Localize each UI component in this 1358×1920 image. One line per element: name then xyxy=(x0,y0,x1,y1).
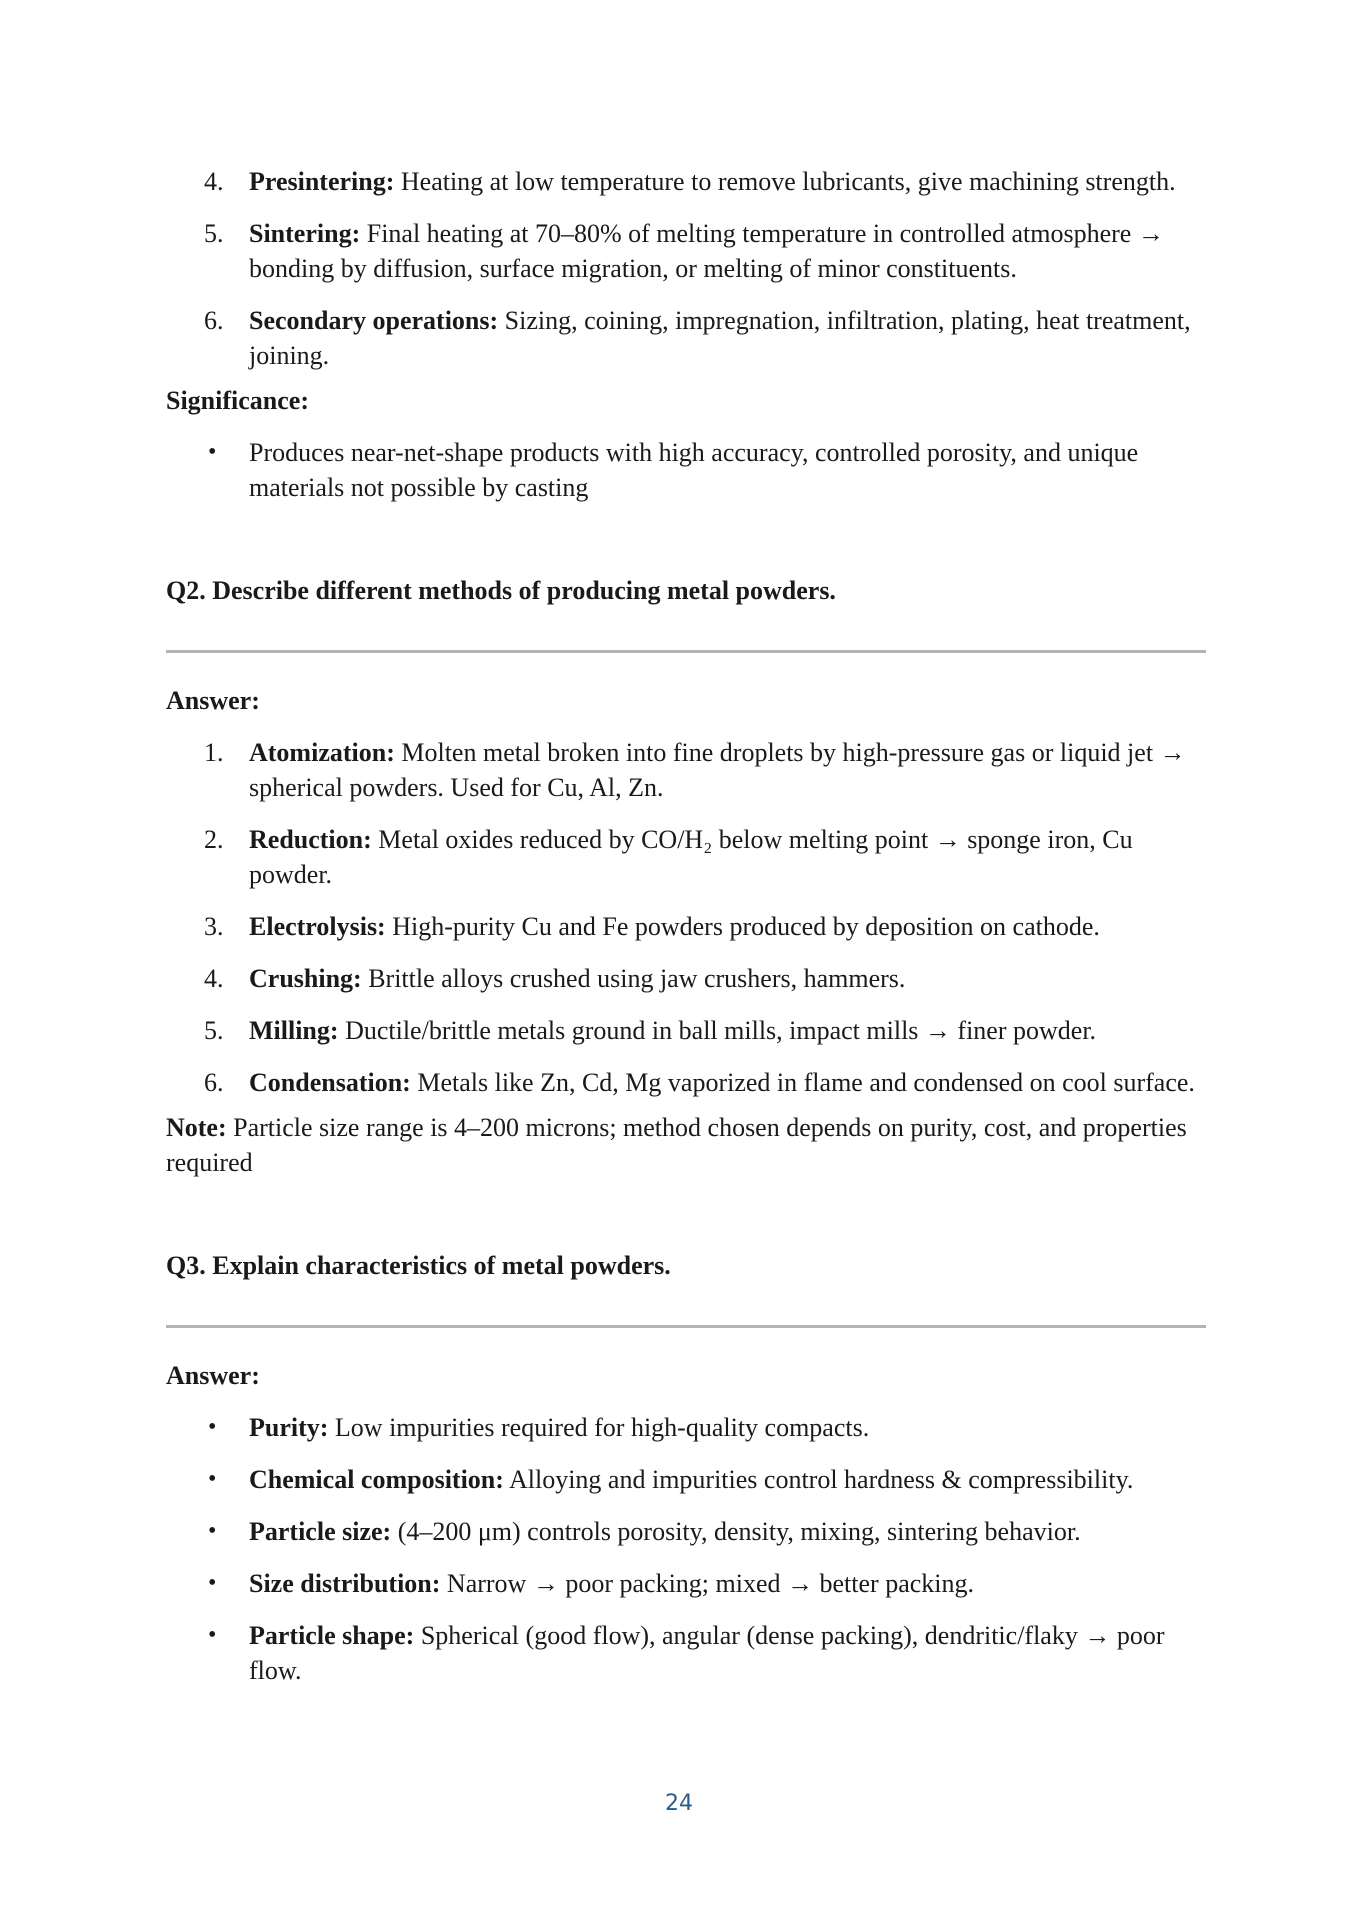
item-term: Purity: xyxy=(249,1413,329,1442)
powder-methods-list xyxy=(166,735,1206,1100)
list-item xyxy=(166,822,1206,892)
item-text: Narrow → poor packing; mixed → better packing. xyxy=(440,1569,974,1598)
item-number: 4. xyxy=(204,167,224,196)
significance-list xyxy=(166,435,1206,505)
list-item xyxy=(166,164,1206,199)
item-number: 3. xyxy=(204,912,224,941)
list-item xyxy=(166,909,1206,944)
item-number: 4. xyxy=(204,964,224,993)
item-text: Low impurities required for high-quality compacts. xyxy=(328,1413,870,1442)
list-item xyxy=(166,735,1206,805)
item-number: 5. xyxy=(204,219,224,248)
item-term: Atomization: xyxy=(249,738,395,767)
item-number: 6. xyxy=(204,306,224,335)
page-number: 24 xyxy=(665,1791,693,1816)
item-term: Size distribution: xyxy=(249,1569,441,1598)
item-term: Chemical composition: xyxy=(249,1465,504,1494)
list-item xyxy=(166,1065,1206,1100)
list-item xyxy=(166,435,1206,505)
item-text: Molten metal broken into fine droplets by high-pressure gas or liquid jet → spherical powders. Used for Cu, Al, Zn. xyxy=(249,738,1186,802)
question-heading: Q2. Describe different methods of producing metal powders. xyxy=(166,576,836,605)
item-text: Produces near-net-shape products with high accuracy, controlled porosity, and unique materials not possible by casting xyxy=(249,438,1139,502)
list-item xyxy=(166,303,1206,373)
item-term: Milling: xyxy=(249,1016,339,1045)
answer-label: Answer: xyxy=(166,1361,260,1390)
item-term: Secondary operations: xyxy=(249,306,499,335)
section-divider xyxy=(166,1325,1206,1328)
item-text: Heating at low temperature to remove lubricants, give machining strength. xyxy=(394,167,1176,196)
bullet-icon: • xyxy=(208,1570,217,1596)
item-number: 5. xyxy=(204,1016,224,1045)
item-text: (4–200 μm) controls porosity, density, mixing, sintering behavior. xyxy=(391,1517,1081,1546)
document-page xyxy=(166,164,1206,1705)
list-item xyxy=(166,1566,1206,1601)
significance-heading: Significance: xyxy=(166,386,309,415)
item-text: Sizing, coining, impregnation, infiltration, plating, heat treatment, joining. xyxy=(249,306,1191,370)
powder-characteristics-list xyxy=(166,1410,1206,1688)
bullet-icon: • xyxy=(208,439,217,465)
list-item xyxy=(166,216,1206,286)
bullet-icon: • xyxy=(208,1518,217,1544)
item-term: Presintering: xyxy=(249,167,395,196)
list-item xyxy=(166,1618,1206,1688)
list-item xyxy=(166,1410,1206,1445)
item-text: Spherical (good flow), angular (dense packing), dendritic/flaky → poor flow. xyxy=(249,1621,1165,1685)
item-text: Metals like Zn, Cd, Mg vaporized in flame and condensed on cool surface. xyxy=(410,1068,1195,1097)
question-heading: Q3. Explain characteristics of metal powders. xyxy=(166,1251,671,1280)
item-term: Sintering: xyxy=(249,219,361,248)
process-steps-list xyxy=(166,164,1206,373)
bullet-icon: • xyxy=(208,1622,217,1648)
item-term: Crushing: xyxy=(249,964,362,993)
item-number: 1. xyxy=(204,738,224,767)
item-term: Particle size: xyxy=(249,1517,392,1546)
section-divider xyxy=(166,650,1206,653)
item-number: 2. xyxy=(204,825,224,854)
list-item xyxy=(166,961,1206,996)
list-item xyxy=(166,1462,1206,1497)
item-text: Brittle alloys crushed using jaw crushers, hammers. xyxy=(361,964,906,993)
item-term: Reduction: xyxy=(249,825,372,854)
answer-label: Answer: xyxy=(166,686,260,715)
item-text: Final heating at 70–80% of melting temperature in controlled atmosphere → bonding by diffusion, surface migration, or melting of minor constituents. xyxy=(249,219,1164,283)
item-term: Condensation: xyxy=(249,1068,411,1097)
note-label: Note: xyxy=(166,1113,227,1142)
item-term: Particle shape: xyxy=(249,1621,415,1650)
item-number: 6. xyxy=(204,1068,224,1097)
note-paragraph xyxy=(166,1110,1206,1180)
item-text: Alloying and impurities control hardness & compressibility. xyxy=(503,1465,1134,1494)
item-text: Ductile/brittle metals ground in ball mills, impact mills → finer powder. xyxy=(338,1016,1097,1045)
note-text: Particle size range is 4–200 microns; method chosen depends on purity, cost, and properties required xyxy=(166,1113,1187,1177)
list-item xyxy=(166,1514,1206,1549)
item-text: High-purity Cu and Fe powders produced by deposition on cathode. xyxy=(385,912,1100,941)
item-text: Metal oxides reduced by CO/H₂ below melting point → sponge iron, Cu powder. xyxy=(249,825,1133,889)
list-item xyxy=(166,1013,1206,1048)
bullet-icon: • xyxy=(208,1414,217,1440)
item-term: Electrolysis: xyxy=(249,912,386,941)
bullet-icon: • xyxy=(208,1466,217,1492)
